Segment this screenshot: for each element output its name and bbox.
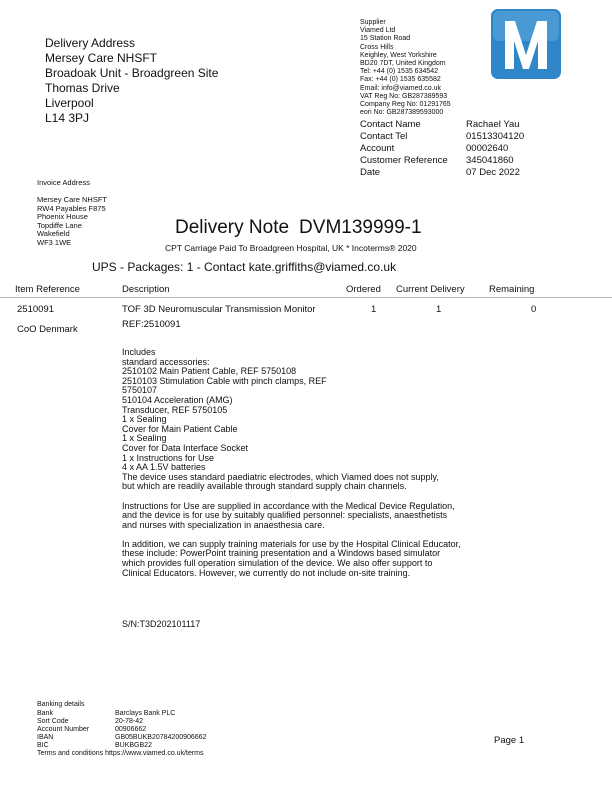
supplier-line: Keighley, West Yorkshire	[360, 51, 437, 59]
banking-row	[37, 726, 206, 734]
invoice-address-line: Mersey Care NHSFT	[37, 195, 108, 204]
banking-label: Account Number	[37, 726, 90, 733]
supplier-line: Fax: +44 (0) 1535 635582	[360, 76, 441, 84]
description-line: 4 x AA 1.5V batteries	[122, 462, 206, 473]
terms-link[interactable]: Terms and conditions https://www.viamed.co.uk/terms	[37, 750, 204, 757]
contact-row	[360, 119, 524, 131]
description-line: Transducer, REF 5750105	[122, 404, 228, 415]
banking-title: Banking details	[37, 701, 85, 708]
banking-row	[37, 734, 206, 742]
banking-row	[37, 718, 206, 726]
banking-value: 00906662	[115, 726, 147, 733]
header-remaining: Remaining	[489, 284, 535, 295]
description-line: The device uses standard paediatric electrodes, which Viamed does not supply,	[122, 471, 439, 482]
delivery-address-line: Broadoak Unit - Broadgreen Site	[45, 66, 219, 80]
delivery-address-line: Mersey Care NHSFT	[45, 51, 158, 65]
description-line: In addition, we can supply training materials for use by the Hospital Clinical Educator,	[122, 538, 461, 549]
delivery-address	[45, 36, 218, 126]
supplier-address	[360, 19, 451, 117]
item-reference: 2510091	[17, 304, 54, 315]
invoice-address-line: Phoenix House	[37, 212, 88, 222]
contact-value: Rachael Yau	[466, 119, 520, 130]
description-line: and the device is for use by suitably qualified personnel: specialists, anaesthetists	[122, 510, 448, 521]
contact-label: Account	[360, 143, 395, 154]
banking-value: Barclays Bank PLC	[115, 710, 176, 717]
country-of-origin: CoO Denmark	[17, 324, 78, 335]
invoice-address	[37, 196, 107, 248]
contact-row	[360, 167, 524, 179]
supplier-line: Company Reg No: 01291765	[360, 101, 451, 109]
contact-value: 345041860	[466, 155, 514, 166]
description-line: 5750107	[122, 385, 158, 396]
description-line: 1 x Instructions for Use	[122, 452, 215, 463]
banking-row	[37, 742, 206, 750]
delivery-address-line: Liverpool	[45, 96, 94, 110]
delivery-address-line: L14 3PJ	[45, 111, 90, 125]
remaining-qty: 0	[531, 304, 537, 315]
header-description: Description	[122, 284, 170, 295]
contact-label: Customer Reference	[360, 155, 448, 166]
page-number: Page 1	[494, 735, 525, 746]
header-ordered: Ordered	[346, 284, 381, 295]
contact-row	[360, 131, 524, 143]
contact-row	[360, 143, 524, 155]
description-line: 2510103 Stimulation Cable with pinch clamps, REF	[122, 375, 327, 386]
banking-label: Bank	[37, 710, 53, 717]
item-extended-description	[122, 348, 522, 578]
description-line: standard accessories:	[122, 356, 210, 367]
title-label: Delivery Note	[175, 217, 290, 238]
contact-label: Contact Name	[360, 119, 421, 130]
shipping-info: UPS - Packages: 1 - Contact kate.griffiths@viamed.co.uk	[92, 260, 397, 274]
header-divider	[0, 297, 612, 298]
page-title	[175, 217, 422, 239]
supplier-line: 15 Station Road	[360, 35, 411, 43]
supplier-line: Email: info@viamed.co.uk	[360, 84, 442, 92]
description-line: but which are readily available through standard supply chain channels.	[122, 481, 407, 492]
description-line: 1 x Sealing	[122, 433, 167, 444]
description-line: Clinical Educators. However, we currently do not include on-site training.	[122, 567, 411, 578]
invoice-address-title: Invoice Address	[37, 178, 90, 187]
delivery-address-line: Thomas Drive	[45, 81, 120, 95]
description-line: Instructions for Use are supplied in accordance with the Medical Device Regulation,	[122, 500, 455, 511]
description-line: Cover for Data Interface Socket	[122, 442, 249, 453]
carriage-terms: CPT Carriage Paid To Broadgreen Hospital, UK * Incoterms® 2020	[165, 243, 417, 253]
contact-label: Contact Tel	[360, 131, 408, 142]
contact-value: 00002640	[466, 143, 509, 154]
description-line: Includes	[122, 347, 156, 357]
description-line: Cover for Main Patient Cable	[122, 423, 238, 434]
item-description: TOF 3D Neuromuscular Transmission Monitor	[122, 304, 316, 315]
description-line: 2510102 Main Patient Cable, REF 5750108	[122, 366, 297, 377]
supplier-line: Cross Hills	[360, 43, 394, 51]
banking-value: GB05BUKB20784200906662	[115, 734, 207, 741]
viamed-logo	[491, 9, 561, 79]
banking-details	[37, 710, 206, 750]
banking-label: IBAN	[37, 734, 54, 741]
invoice-address-line: Topdiffe Lane	[37, 220, 82, 230]
invoice-address-line: Wakefield	[37, 229, 70, 239]
delivery-note-number: DVM139999-1	[299, 217, 422, 238]
description-line: 510104 Acceleration (AMG)	[122, 394, 233, 405]
description-line: which provides full operation simulation of the device. We also offer support to	[122, 558, 433, 569]
invoice-address-line: WF3 1WE	[37, 237, 72, 247]
supplier-line: Viamed Ltd	[360, 27, 396, 35]
ordered-qty: 1	[371, 304, 377, 315]
banking-value: BUKBGB22	[115, 742, 152, 749]
current-delivery-qty: 1	[436, 304, 442, 315]
description-line: these include: PowerPoint training presentation and a Windows based simulator	[122, 548, 441, 559]
item-ref: REF:2510091	[122, 319, 181, 330]
supplier-line: BD20 7DT, United Kingdom	[360, 60, 446, 68]
banking-value: 20-78-42	[115, 718, 144, 725]
contact-row	[360, 155, 524, 167]
header-item-reference: Item Reference	[15, 284, 80, 295]
supplier-line: eori No: GB287389593000	[360, 109, 444, 117]
contact-label: Date	[360, 167, 381, 178]
serial-number: S/N:T3D202101117	[122, 619, 201, 629]
contact-value: 01513304120	[466, 131, 525, 142]
supplier-line: Tel: +44 (0) 1535 634542	[360, 68, 439, 76]
banking-label: Sort Code	[37, 718, 69, 725]
contact-value: 07 Dec 2022	[466, 167, 520, 178]
invoice-address-line: RW4 Payables F875	[37, 203, 106, 213]
description-line: and nurses with specialization in anaesthesia care.	[122, 519, 325, 530]
contact-details	[360, 119, 524, 179]
delivery-address-line: Delivery Address	[45, 36, 136, 50]
header-current-delivery: Current Delivery	[396, 284, 465, 295]
supplier-line: VAT Reg No: GB287389593	[360, 92, 448, 100]
description-line: 1 x Sealing	[122, 414, 167, 425]
banking-row	[37, 710, 206, 718]
supplier-line: Supplier	[360, 19, 386, 26]
banking-label: BIC	[37, 742, 49, 749]
